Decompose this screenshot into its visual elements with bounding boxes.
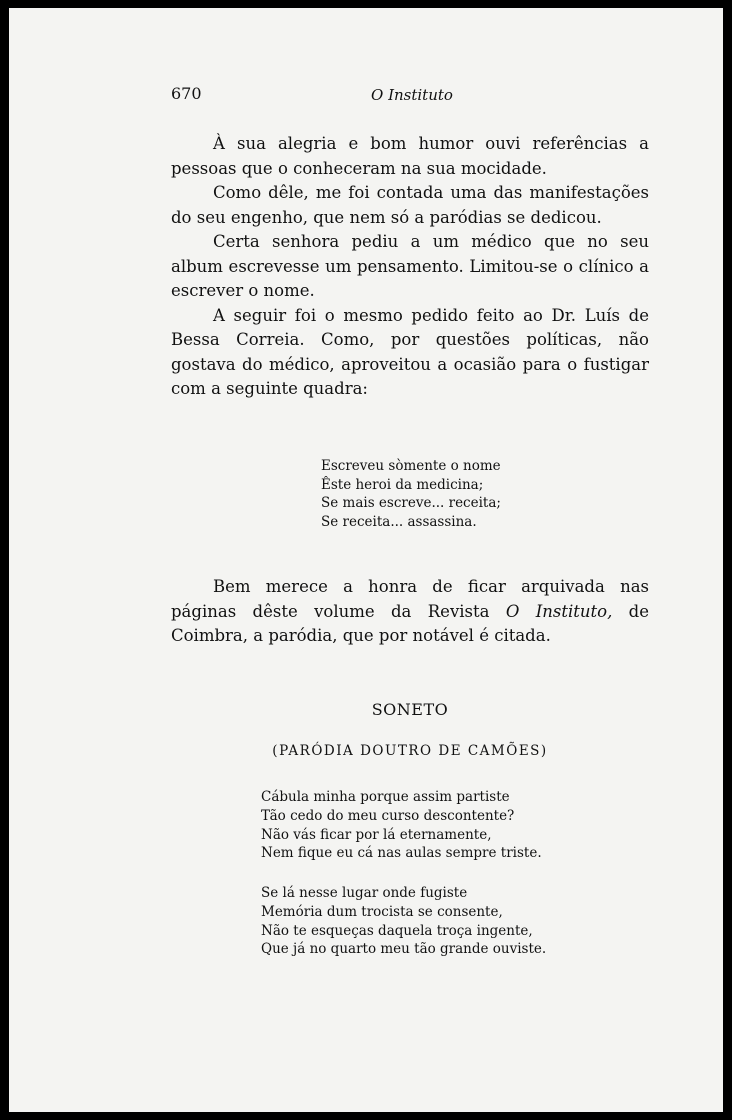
verse-line: Êste heroi da medicina; — [321, 476, 484, 493]
closing-paragraph — [171, 575, 649, 649]
verse-line: Que já no quarto meu tão grande ouviste. — [261, 941, 547, 958]
verse-line: Não te esqueças daquela troça ingente, — [261, 922, 533, 939]
running-title: O Instituto — [371, 86, 453, 104]
page-header — [171, 84, 649, 108]
verse-line: Se mais escreve... receita; — [321, 495, 501, 511]
verse-line: Se receita... assassina. — [321, 513, 477, 530]
closing-text: Bem merece a honra de ficar arquivada nas páginas dêste volume da Revista — [171, 577, 649, 621]
paragraph: À sua alegria e bom humor ouvi referências a pessoas que o conheceram na sua mocidade. — [171, 134, 649, 178]
closing-text: de Coimbra, a paródia, que por notável é citada. — [171, 601, 650, 645]
paragraph: Como dêle, me foi contada uma das manifestações do seu engenho, que nem só a paródias se dedicou. — [171, 183, 649, 227]
sonnet-title: SONETO — [371, 700, 449, 719]
verse-line: Cábula minha porque assim partiste — [261, 789, 510, 805]
verse-line: Tão cedo do meu curso descontente? — [261, 807, 515, 824]
body-text — [171, 132, 649, 402]
paragraph: Certa senhora pediu a um médico que no seu album escrevesse um pensamento. Limitou-se o clínico a escrever o nome. — [171, 232, 649, 300]
document-page — [9, 8, 723, 1112]
verse-line: Nem fique eu cá nas aulas sempre triste. — [261, 845, 542, 862]
stanza — [261, 884, 546, 959]
sonnet-subtitle: (PARÓDIA DOUTRO DE CAMÕES) — [272, 743, 548, 759]
verse-line: Escreveu sòmente o nome — [321, 458, 501, 474]
verse-line: Memória dum trocista se consente, — [261, 903, 503, 920]
page-number: 670 — [171, 84, 202, 103]
journal-name: O Instituto, — [505, 601, 613, 621]
verse-line: Não vás ficar por lá eternamente, — [261, 826, 492, 843]
paragraph: A seguir foi o mesmo pedido feito ao Dr. Luís de Bessa Correia. Como, por questões políticas, não gostava do médico, aproveitou a ocasião para o fustigar com a seguinte quadra: — [171, 305, 649, 398]
stanza — [261, 788, 542, 863]
verse-line: Se lá nesse lugar onde fugiste — [261, 885, 468, 901]
quadra — [321, 457, 501, 531]
